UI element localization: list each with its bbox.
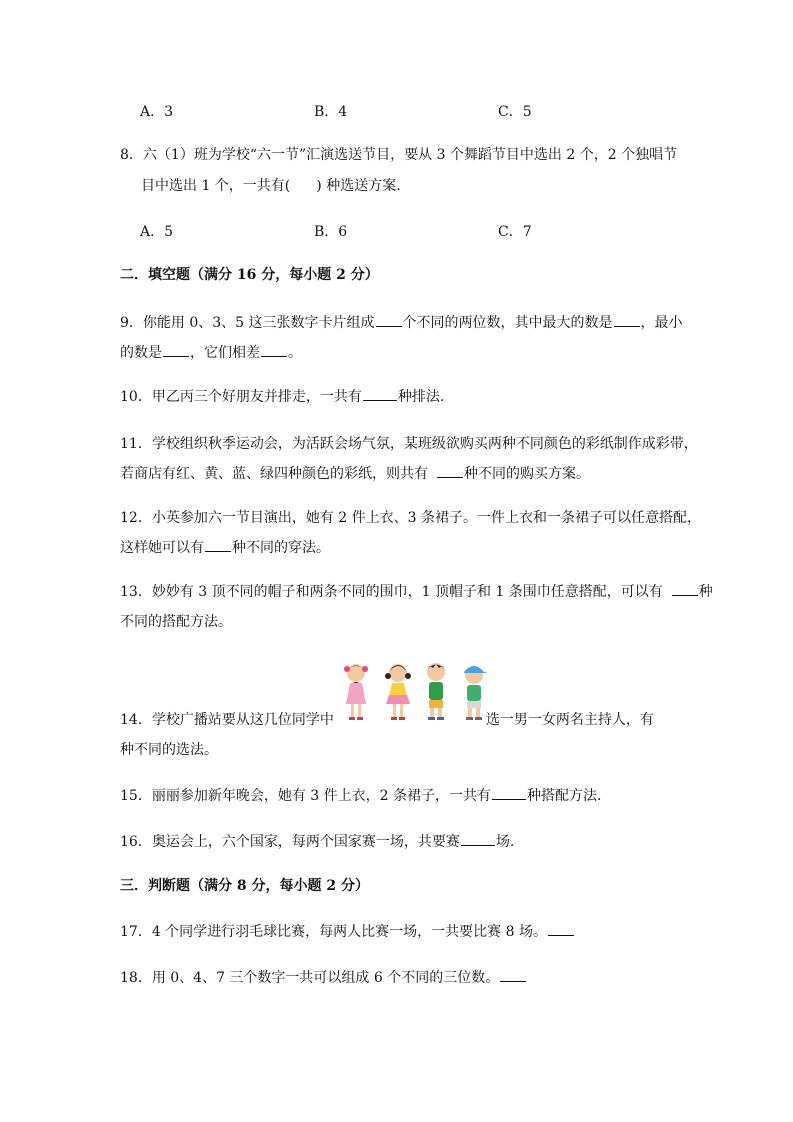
q9-text-f: 。 [288,345,302,361]
q9-text-e: ，它们相差 [190,345,260,361]
q12-line1: 12．小英参加六一节目演出，她有 2 件上衣、3 条裙子。一件上衣和一条裙子可以任意搭配， [120,510,701,526]
q7-option-a: A．3 [140,104,174,120]
q18-blank[interactable] [500,966,526,982]
question-18 [120,966,680,990]
question-9 [120,311,683,365]
q11-text-b: 种不同的购买方案。 [464,466,590,482]
q9-text-a: 9．你能用 0、3、5 这三张数字卡片组成 [120,315,375,331]
q14-line1 [120,708,680,732]
q11-line1: 11．学校组织秋季运动会，为活跃会场气氛，某班级欲购买两种不同颜色的彩纸制作成彩带， [120,436,698,452]
q10-text-b: 种排法. [397,389,445,405]
q12-blank[interactable] [205,536,231,552]
q12-text-a: 这样她可以有 [120,540,204,556]
q8-text-after: ) 种选送方案. [316,178,401,194]
q9-line2 [120,341,680,365]
q11-line2 [120,462,680,486]
q8-option-b: B．6 [314,224,348,240]
q16-text-a: 16．奥运会上，六个国家，每两个国家赛一场，共要赛 [120,834,460,850]
q9-text-b: 个不同的两位数，其中最大的数是 [402,315,613,331]
q13-line2: 不同的搭配方法。 [120,614,232,630]
q12-text-b: 种不同的穿法。 [232,540,330,556]
question-8 [120,143,680,198]
q7-option-b: B．4 [314,104,348,120]
question-12 [120,506,701,560]
q7-option-c: C．5 [498,104,532,120]
question-10 [120,385,680,409]
q9-line1 [120,311,683,335]
q14-line2: 种不同的选法。 [120,742,218,758]
q17-blank[interactable] [548,920,574,936]
q9-blank-2[interactable] [614,311,640,327]
q15-text-a: 15．丽丽参加新年晚会，她有 3 件上衣，2 条裙子，一共有 [120,788,491,804]
section-2-title: 二．填空题（满分 16 分，每小题 2 分） [120,267,379,283]
q14-text-b: 选一男一女两名主持人，有 [485,712,654,728]
q10-text-a: 10．甲乙丙三个好朋友并排走，一共有 [120,389,362,405]
q8-options [140,221,600,245]
q8-line2 [120,174,680,198]
q14-text-a: 14．学校广播站要从这几位同学中 [120,712,334,728]
q13-text-b: 种 [698,584,713,600]
q9-blank-4[interactable] [261,341,287,357]
q8-line1: 8．六（1）班为学校“六一节”汇演选送节目，要从 3 个舞蹈节目中选出 2 个，2 个独唱节 [120,147,678,163]
q16-blank[interactable] [461,830,495,846]
question-14 [120,708,680,762]
q9-text-d: 的数是 [120,345,162,361]
q11-blank[interactable] [437,462,463,478]
q13-line1 [120,580,713,604]
question-13 [120,580,713,634]
q13-blank[interactable] [672,580,698,596]
q16-text-b: 场. [495,834,515,850]
section-3-title: 三．判断题（满分 8 分，每小题 2 分） [120,878,369,894]
q8-option-a: A．5 [140,224,174,240]
q12-line2 [120,536,680,560]
question-11 [120,432,698,486]
q9-text-c: ，最小 [640,315,683,331]
q15-blank[interactable] [492,784,526,800]
question-16 [120,830,680,854]
q8-text-before: 目中选出 1 个，一共有( [141,178,291,194]
question-17 [120,920,680,944]
q17-text: 17．4 个同学进行羽毛球比赛，每两人比赛一场，一共要比赛 8 场。 [120,924,547,940]
q18-text: 18．用 0、4、7 三个数字一共可以组成 6 个不同的三位数。 [120,970,500,986]
q8-option-c: C．7 [498,224,532,240]
q13-text-a: 13．妙妙有 3 顶不同的帽子和两条不同的围巾，1 顶帽子和 1 条围巾任意搭配，可以有 [120,584,663,600]
q15-text-b: 种搭配方法. [526,788,602,804]
q7-options [140,101,600,125]
q10-blank[interactable] [363,385,397,401]
q11-text-a: 若商店有红、黄、蓝、绿四种颜色的彩纸，则共有 [120,466,428,482]
question-15 [120,784,680,808]
q9-blank-3[interactable] [163,341,189,357]
q9-blank-1[interactable] [376,311,402,327]
